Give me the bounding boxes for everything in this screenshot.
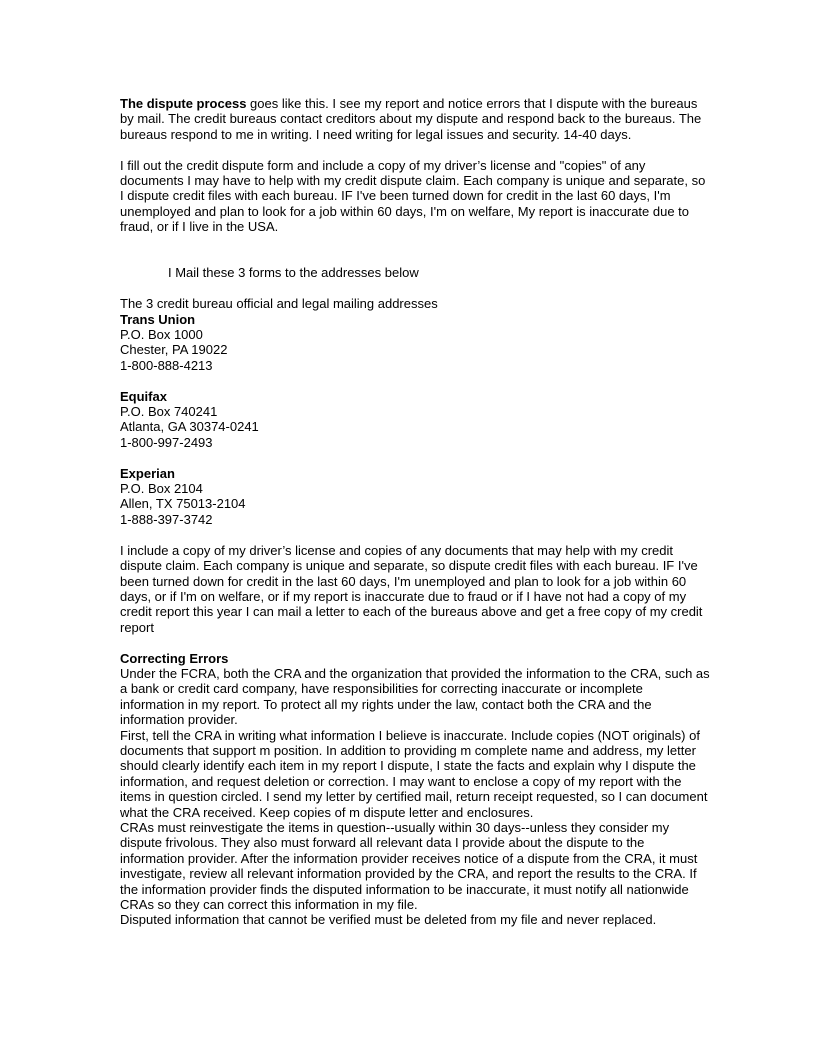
- addresses-heading: The 3 credit bureau official and legal mailing addresses: [120, 296, 438, 312]
- correcting-heading: Correcting Errors: [120, 650, 229, 666]
- document-page: [120, 96, 710, 928]
- form-paragraph: I fill out the credit dispute form and include a copy of my driver’s license and "copies" of any documents I may have to help with my credit dispute claim. Each company is unique and separate, so I dispute credit files with each bureau. IF I've been turned down for credit in the last 60 days, I'm unemployed and plan to look for a job within 60 days, I'm on welfare, My report is inaccurate due to fraud, or if I live in the USA.: [120, 157, 706, 235]
- intro-heading: The dispute process: [120, 96, 247, 111]
- correcting-paragraph-3: CRAs must reinvestigate the items in question--usually within 30 days--unless they consider my dispute frivolous. They also must forward all relevant data I provide about the dispute to the information provider. After the information provider receives notice of a dispute from the CRA, it must investigate, review all relevant information provided by the CRA, and report the results to the CRA. If the information provider finds the disputed information to be inaccurate, it must notify all nationwide CRAs so they can correct this information in my file.: [120, 819, 698, 913]
- bureau-city: Allen, TX 75013-2104: [120, 496, 246, 512]
- bureau-box: P.O. Box 1000: [120, 327, 203, 343]
- mail-note: I Mail these 3 forms to the addresses below: [168, 265, 419, 281]
- copies-paragraph: I include a copy of my driver’s license and copies of any documents that may help with my credit dispute claim. Each company is unique and separate, so dispute credit files with each bureau. IF I've been turned down for credit in the last 60 days, I'm unemployed and plan to look for a job within 60 days, or if I'm on welfare, or if my report is inaccurate due to fraud or if I have not had a copy of my credit report this year I can mail a letter to each of the bureaus above and get a free copy of my credit report: [120, 542, 703, 635]
- correcting-paragraph-4: Disputed information that cannot be verified must be deleted from my file and never replaced.: [120, 912, 657, 928]
- bureau-city: Atlanta, GA 30374-0241: [120, 419, 259, 435]
- bureau-phone: 1-800-888-4213: [120, 357, 213, 373]
- bureau-name: Trans Union: [120, 311, 196, 327]
- bureau-city: Chester, PA 19022: [120, 342, 228, 358]
- correcting-paragraph-1: Under the FCRA, both the CRA and the organization that provided the information to the CRA, such as a bank or credit card company, have responsibilities for correcting inaccurate or incomplete information in my report. To protect all my rights under the law, contact both the CRA and the information provider.: [120, 665, 710, 728]
- bureau-transunion: [120, 312, 710, 374]
- bureau-box: P.O. Box 740241: [120, 404, 218, 420]
- bureau-name: Equifax: [120, 388, 167, 404]
- bureau-equifax: [120, 389, 710, 451]
- bureau-name: Experian: [120, 465, 175, 481]
- correcting-paragraph-2: First, tell the CRA in writing what information I believe is inaccurate. Include copies (NOT originals) of documents that support m position. In addition to providing m complete name and address, my letter should clearly identify each item in my report I dispute, I state the facts and explain why I dispute the information, and request deletion or correction. I may want to enclose a copy of my report with the items in question circled. I send my letter by certified mail, return receipt requested, so I can document what the CRA received. Keep copies of m dispute letter and enclosures.: [120, 727, 708, 820]
- bureau-box: P.O. Box 2104: [120, 481, 203, 497]
- intro-text: goes like this. I see my report and notice errors that I dispute with the bureaus by mail. The credit bureaus contact creditors about my dispute and respond back to the bureaus. The bureaus respond to me in writing. I need writing for legal issues and security. 14-40 days.: [120, 96, 702, 142]
- intro-paragraph: [120, 96, 710, 142]
- bureau-phone: 1-800-997-2493: [120, 434, 213, 450]
- bureau-experian: [120, 466, 710, 528]
- bureau-phone: 1-888-397-3742: [120, 511, 213, 527]
